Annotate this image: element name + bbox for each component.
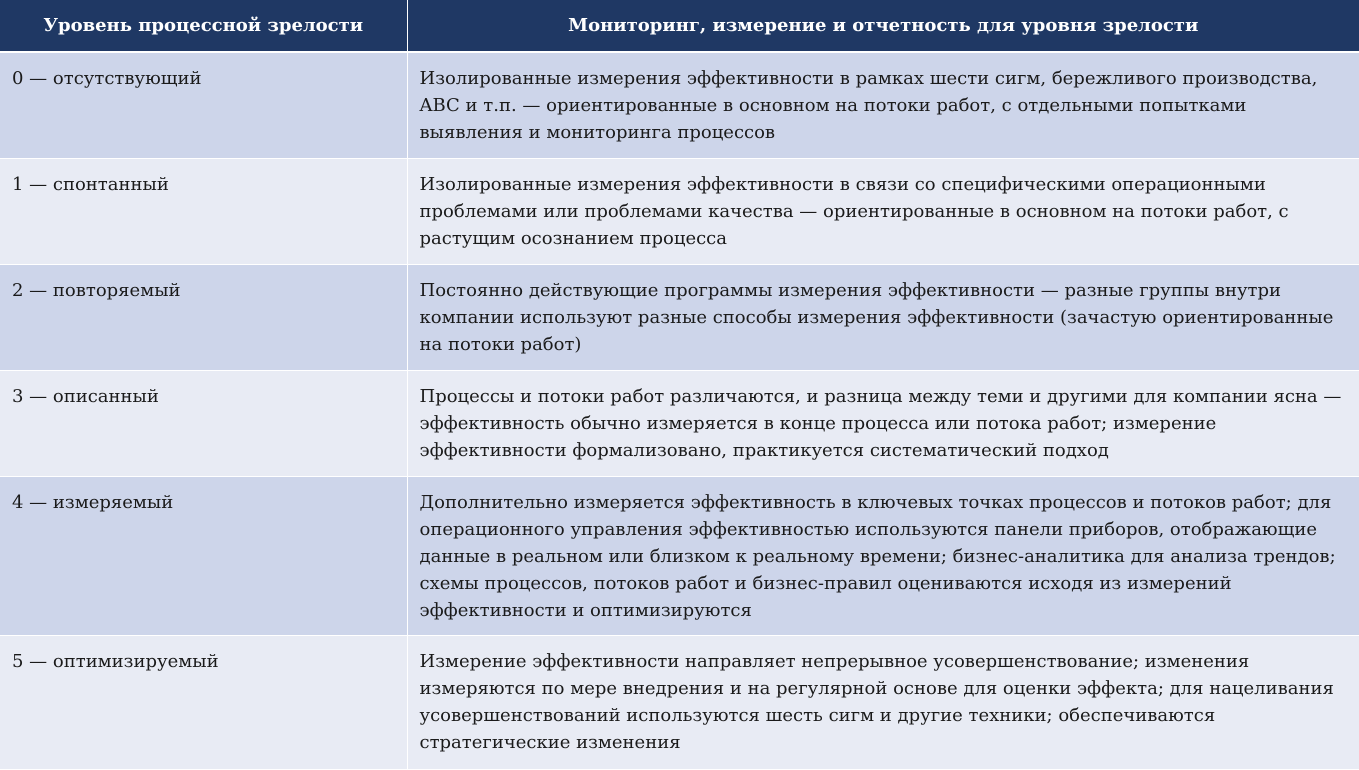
row-description: Изолированные измерения эффективности в рамках шести сигм, бережливого производства, ABC и т.п. — ориентированные в основном на потоки работ, с отдельными попытками выявления и мониторинга процессов	[407, 52, 1359, 158]
table-row	[0, 158, 1359, 264]
row-level: 1 — спонтанный	[0, 158, 407, 264]
row-description: Изолированные измерения эффективности в связи со специфическими операционными проблемами или проблемами качества — ориентированные в основном на потоки работ, с растущим осознанием процесса	[407, 158, 1359, 264]
row-level: 3 — описанный	[0, 370, 407, 476]
row-description: Процессы и потоки работ различаются, и разница между теми и другими для компании ясна — эффективность обычно измеряется в конце процесса или потока работ; измерение эффективности формализовано, практикуется систематический подход	[407, 370, 1359, 476]
header-monitoring: Мониторинг, измерение и отчетность для уровня зрелости	[407, 0, 1359, 52]
table-row	[0, 635, 1359, 769]
row-description: Дополнительно измеряется эффективность в ключевых точках процессов и потоков работ; для операционного управления эффективностью используются панели приборов, отображающие данные в реальном или близком к реальному времени; бизнес-аналитика для анализа трендов; схемы процессов, потоков работ и бизнес-правил оцениваются исходя из измерений эффективности и оптимизируются	[407, 476, 1359, 635]
table-header	[0, 0, 1359, 52]
table-row	[0, 264, 1359, 370]
row-level: 5 — оптимизируемый	[0, 635, 407, 769]
table-body	[0, 52, 1359, 769]
row-level: 0 — отсутствующий	[0, 52, 407, 158]
header-row	[0, 0, 1359, 52]
row-description: Измерение эффективности направляет непрерывное усовершенствование; изменения измеряются по мере внедрения и на регулярной основе для оценки эффекта; для нацеливания усовершенствований используются шесть сигм и другие техники; обеспечиваются стратегические изменения	[407, 635, 1359, 769]
table-row	[0, 370, 1359, 476]
row-level: 4 — измеряемый	[0, 476, 407, 635]
row-level: 2 — повторяемый	[0, 264, 407, 370]
row-description: Постоянно действующие программы измерения эффективности — разные группы внутри компании используют разные способы измерения эффективности (зачастую ориентированные на потоки работ)	[407, 264, 1359, 370]
table-row	[0, 476, 1359, 635]
header-level: Уровень процессной зрелости	[0, 0, 407, 52]
table-row	[0, 52, 1359, 158]
